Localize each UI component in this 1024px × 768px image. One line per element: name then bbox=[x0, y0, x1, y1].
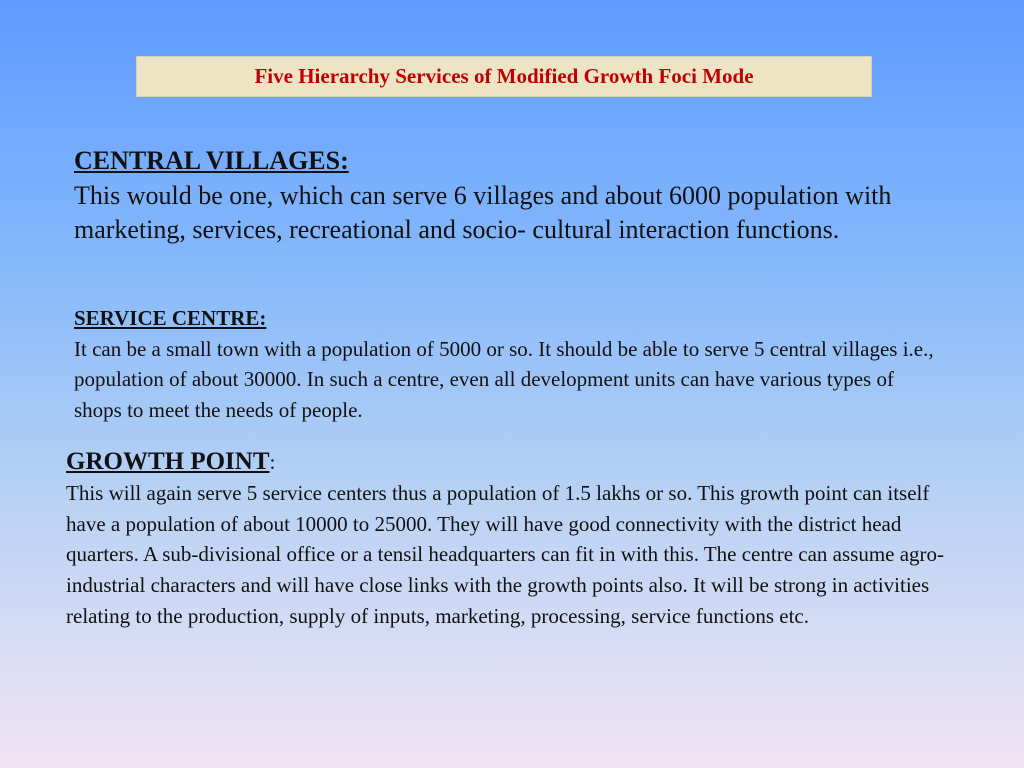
section-service-centre bbox=[74, 303, 944, 425]
section-heading-central-villages: CENTRAL VILLAGES: bbox=[74, 146, 349, 175]
slide-title: Five Hierarchy Services of Modified Growth Foci Mode bbox=[254, 64, 754, 88]
section-heading-colon: : bbox=[269, 450, 276, 474]
section-heading-growth-point: GROWTH POINT bbox=[66, 448, 270, 475]
section-body-service-centre: It can be a small town with a population of 5000 or so. It should be able to serve 5 central villages i.e., population of about 30000. In such a centre, even all development units can have various types of shops to meet the needs of people. bbox=[74, 336, 934, 422]
slide-title-box bbox=[136, 56, 872, 97]
section-central-villages bbox=[74, 144, 934, 248]
section-growth-point bbox=[66, 447, 966, 632]
section-body-growth-point: This will again serve 5 service centers thus a population of 1.5 lakhs or so. This growth point can itself have a population of about 10000 to 25000. They will have good connectivity with the district head quarters. A sub-divisional office or a tensil headquarters can fit in with this. The centre can assume agro-industrial characters and will have close links with the growth points also. It will be strong in activities relating to the production, supply of inputs, marketing, processing, service functions etc. bbox=[66, 480, 945, 628]
section-body-central-villages: This would be one, which can serve 6 villages and about 6000 population with marketing, services, recreational and socio- cultural interaction functions. bbox=[74, 180, 892, 244]
section-heading-service-centre: SERVICE CENTRE: bbox=[74, 306, 267, 330]
section-heading-row-growth-point bbox=[66, 447, 966, 478]
